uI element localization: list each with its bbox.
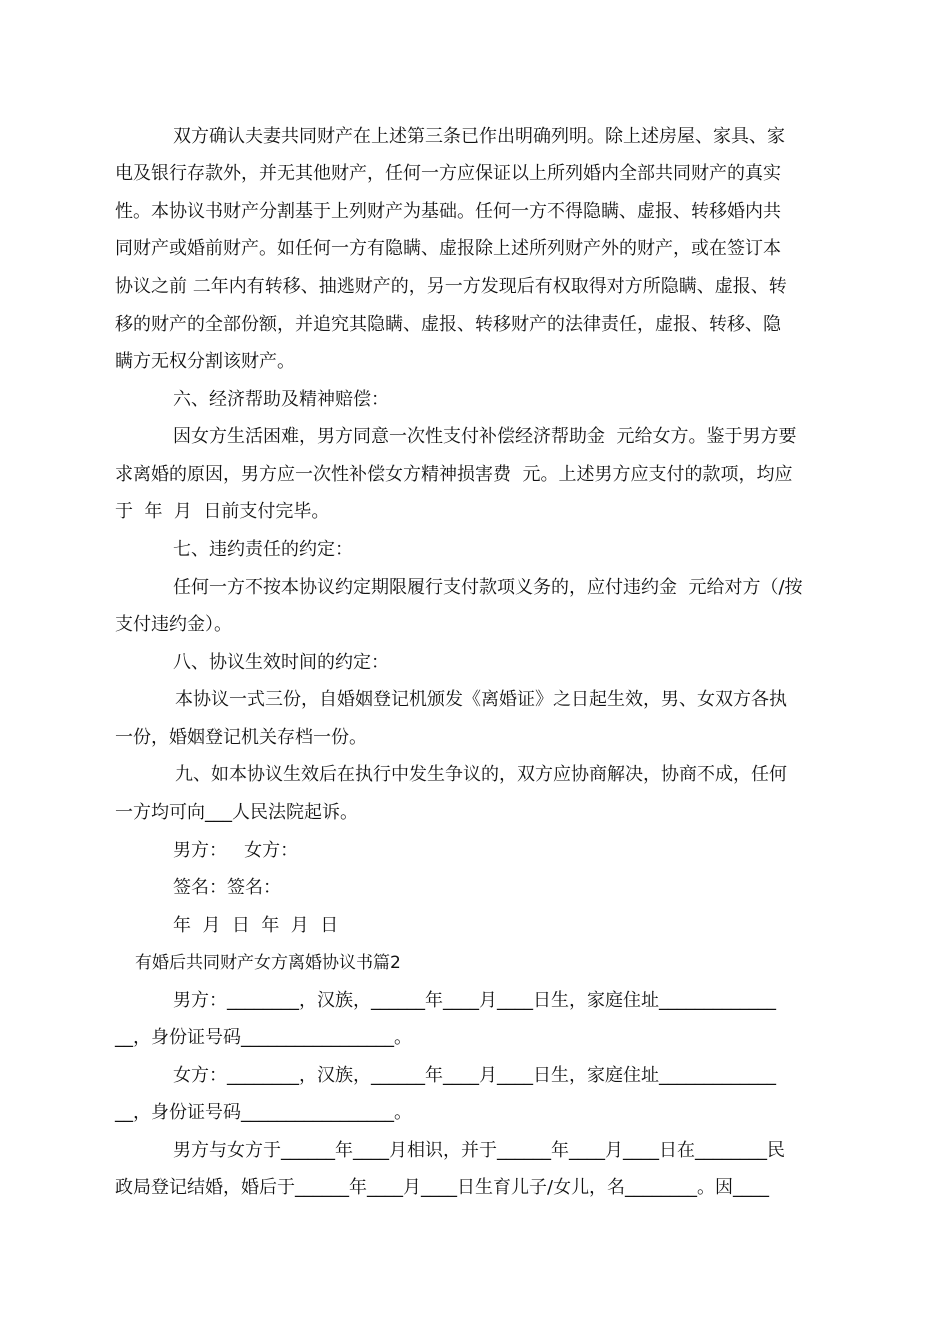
section-title: 有婚后共同财产女方离婚协议书篇2 bbox=[135, 953, 401, 973]
signature-date: 年 月 日 年 月 日 bbox=[173, 915, 339, 936]
form-line: __，身份证号码_________________。 bbox=[115, 1027, 412, 1048]
paragraph-line: 双方确认夫妻共同财产在上述第三条已作出明确列明。除上述房屋、家具、家 bbox=[173, 126, 785, 147]
paragraph-line: 因女方生活困难，男方同意一次性支付补偿经济帮助金 元给女方。鉴于男方要 bbox=[173, 426, 797, 447]
form-line: __，身份证号码_________________。 bbox=[115, 1102, 412, 1123]
form-line: 政局登记结婚，婚后于______年____月____日生育儿子/女儿，名________。因____ bbox=[115, 1177, 770, 1198]
signature-parties: 男方： 女方： bbox=[173, 840, 299, 861]
signature-line: 签名：签名： bbox=[173, 877, 281, 898]
paragraph-line: 协议之前 二年内有转移、抽逃财产的，另一方发现后有权取得对方所隐瞒、虚报、转 bbox=[115, 276, 787, 297]
paragraph-line: 本协议一式三份，自婚姻登记机颁发《离婚证》之日起生效，男、女双方各执 bbox=[175, 689, 787, 710]
section-heading: 七、违约责任的约定： bbox=[173, 539, 353, 560]
paragraph-line: 一份，婚姻登记机关存档一份。 bbox=[115, 727, 367, 748]
form-line: 男方与女方于______年____月相识，并于______年____月____日在________民 bbox=[173, 1140, 785, 1161]
paragraph-line: 任何一方不按本协议约定期限履行支付款项义务的，应付违约金 元给对方（/按 bbox=[173, 577, 803, 598]
paragraph-line: 同财产或婚前财产。如任何一方有隐瞒、虚报除上述所列财产外的财产，或在签订本 bbox=[115, 238, 781, 259]
paragraph-line: 瞒方无权分割该财产。 bbox=[115, 351, 295, 372]
section-heading: 六、经济帮助及精神赔偿： bbox=[173, 389, 389, 410]
paragraph-line: 电及银行存款外，并无其他财产，任何一方应保证以上所列婚内全部共同财产的真实 bbox=[115, 163, 781, 184]
form-line: 男方：________，汉族，______年____月____日生，家庭住址_____________ bbox=[173, 990, 776, 1011]
paragraph-line: 九、如本协议生效后在执行中发生争议的，双方应协商解决，协商不成，任何 bbox=[175, 764, 787, 785]
section-heading: 八、协议生效时间的约定： bbox=[173, 652, 389, 673]
form-line: 女方：________，汉族，______年____月____日生，家庭住址_____________ bbox=[173, 1065, 776, 1086]
paragraph-line: 移的财产的全部份额，并追究其隐瞒、虚报、转移财产的法律责任，虚报、转移、隐 bbox=[115, 314, 781, 335]
paragraph-line: 于 年 月 日前支付完毕。 bbox=[115, 501, 330, 522]
paragraph-line: 一方均可向___人民法院起诉。 bbox=[115, 802, 358, 823]
paragraph-line: 求离婚的原因，男方应一次性补偿女方精神损害费 元。上述男方应支付的款项，均应 bbox=[115, 464, 793, 485]
paragraph-line: 性。本协议书财产分割基于上列财产为基础。任何一方不得隐瞒、虚报、转移婚内共 bbox=[115, 201, 781, 222]
paragraph-line: 支付违约金）。 bbox=[115, 614, 232, 635]
